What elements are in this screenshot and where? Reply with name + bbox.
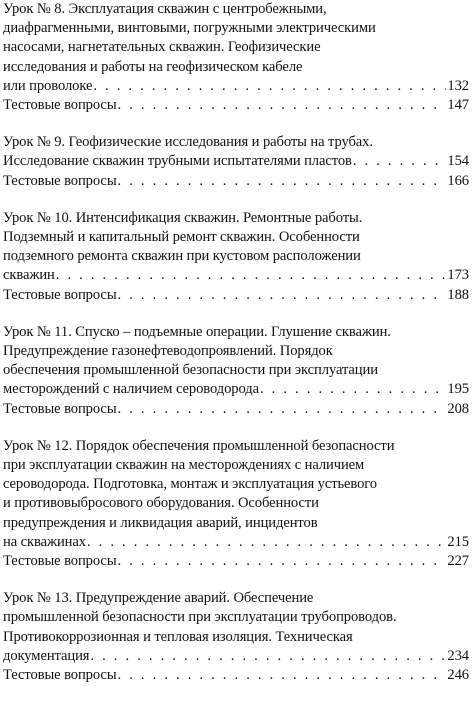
toc-entry-lesson-13[interactable] xyxy=(3,647,469,666)
lesson-title-last-line: скважин xyxy=(3,267,55,284)
lesson-title-line: и противовыбросового оборудования. Особенности xyxy=(3,495,319,512)
lesson-title-line: обеспечения промышленной безопасности при эксплуатации xyxy=(3,362,378,379)
dot-leader xyxy=(93,77,446,96)
page-number: 208 xyxy=(447,400,469,417)
page-number: 154 xyxy=(447,153,469,170)
tests-label: Тестовые вопросы xyxy=(3,400,117,417)
toc-entry-tests-lesson-11[interactable] xyxy=(3,400,469,419)
table-of-contents xyxy=(3,0,469,720)
lesson-title-line: Предупреждение газонефтеводопроявлений. Порядок xyxy=(3,343,333,360)
page-number: 166 xyxy=(447,172,469,189)
lesson-title-line: подземного ремонта скважин при кустовом расположении xyxy=(3,248,361,265)
dot-leader xyxy=(118,552,447,571)
page-number: 188 xyxy=(447,286,469,303)
toc-lesson-11 xyxy=(3,323,469,419)
page-number: 215 xyxy=(447,533,469,550)
lesson-title-last-line: Исследование скважин трубными испытателями пластов xyxy=(3,153,352,170)
page-number: 147 xyxy=(447,97,469,114)
dot-leader xyxy=(118,400,447,419)
lesson-title-line: насосами, нагнетательных скважин. Геофизические xyxy=(3,39,321,56)
tests-label: Тестовые вопросы xyxy=(3,667,117,684)
page-number: 132 xyxy=(447,77,469,94)
lesson-title-line: сероводорода. Подготовка, монтаж и эксплуатация устьевого xyxy=(3,476,378,493)
toc-entry-tests-lesson-13[interactable] xyxy=(3,666,469,685)
tests-label: Тестовые вопросы xyxy=(3,553,117,570)
toc-lesson-10 xyxy=(3,209,469,305)
lesson-title-line: Урок № 13. Предупреждение аварий. Обеспечение xyxy=(3,590,314,607)
lesson-title-line: Урок № 10. Интенсификация скважин. Ремонтные работы. xyxy=(3,209,363,226)
lesson-title-line: Урок № 8. Эксплуатация скважин с центробежными, xyxy=(3,1,327,17)
dot-leader xyxy=(90,647,446,666)
lesson-title-line: предупреждения и ликвидация аварий, инцидентов xyxy=(3,514,318,531)
page-number: 234 xyxy=(447,647,469,664)
dot-leader xyxy=(87,533,446,552)
toc-entry-lesson-11[interactable] xyxy=(3,380,469,399)
tests-label: Тестовые вопросы xyxy=(3,97,117,114)
lesson-title-last-line: документация xyxy=(3,647,90,664)
toc-lesson-9 xyxy=(3,133,469,191)
lesson-title-line: при эксплуатации скважин на месторождениях с наличием xyxy=(3,457,365,474)
page-number: 227 xyxy=(447,553,469,570)
lesson-title-last-line: месторождений с наличием сероводорода xyxy=(3,381,259,398)
lesson-title-line: Урок № 9. Геофизические исследования и работы на трубах. xyxy=(3,134,373,151)
dot-leader xyxy=(118,286,447,305)
toc-entry-lesson-8[interactable] xyxy=(3,77,469,96)
lesson-title-last-line: на скважинах xyxy=(3,533,86,550)
lesson-title-line: Противокоррозионная и тепловая изоляция. Техническая xyxy=(3,628,353,645)
toc-entry-tests-lesson-9[interactable] xyxy=(3,172,469,191)
toc-entry-lesson-9[interactable] xyxy=(3,152,469,171)
lesson-title-line: исследования и работы на геофизическом кабеле xyxy=(3,58,303,75)
toc-lesson-8 xyxy=(3,0,469,115)
lesson-title-last-line: или проволоке xyxy=(3,77,93,94)
toc-entry-tests-lesson-10[interactable] xyxy=(3,286,469,305)
lesson-title-line: Подземный и капитальный ремонт скважин. Особенности xyxy=(3,229,360,246)
toc-entry-lesson-12[interactable] xyxy=(3,533,469,552)
dot-leader xyxy=(353,152,447,171)
page-number: 173 xyxy=(447,267,469,284)
page-number: 195 xyxy=(447,381,469,398)
tests-label: Тестовые вопросы xyxy=(3,172,117,189)
dot-leader xyxy=(118,666,447,685)
toc-entry-tests-lesson-12[interactable] xyxy=(3,552,469,571)
dot-leader xyxy=(118,172,447,191)
toc-entry-lesson-10[interactable] xyxy=(3,266,469,285)
lesson-title-line: промышленной безопасности при эксплуатации трубопроводов. xyxy=(3,609,397,626)
dot-leader xyxy=(118,96,447,115)
dot-leader xyxy=(56,266,447,285)
lesson-title-line: диафрагменными, винтовыми, погружными электрическими xyxy=(3,20,376,37)
toc-entry-tests-lesson-8[interactable] xyxy=(3,96,469,115)
page-number: 246 xyxy=(447,667,469,684)
toc-lesson-12 xyxy=(3,437,469,571)
tests-label: Тестовые вопросы xyxy=(3,286,117,303)
lesson-title-line: Урок № 12. Порядок обеспечения промышленной безопасности xyxy=(3,437,395,454)
dot-leader xyxy=(260,380,446,399)
lesson-title-line: Урок № 11. Спуско – подъемные операции. Глушение скважин. xyxy=(3,323,391,340)
toc-lesson-13 xyxy=(3,589,469,685)
